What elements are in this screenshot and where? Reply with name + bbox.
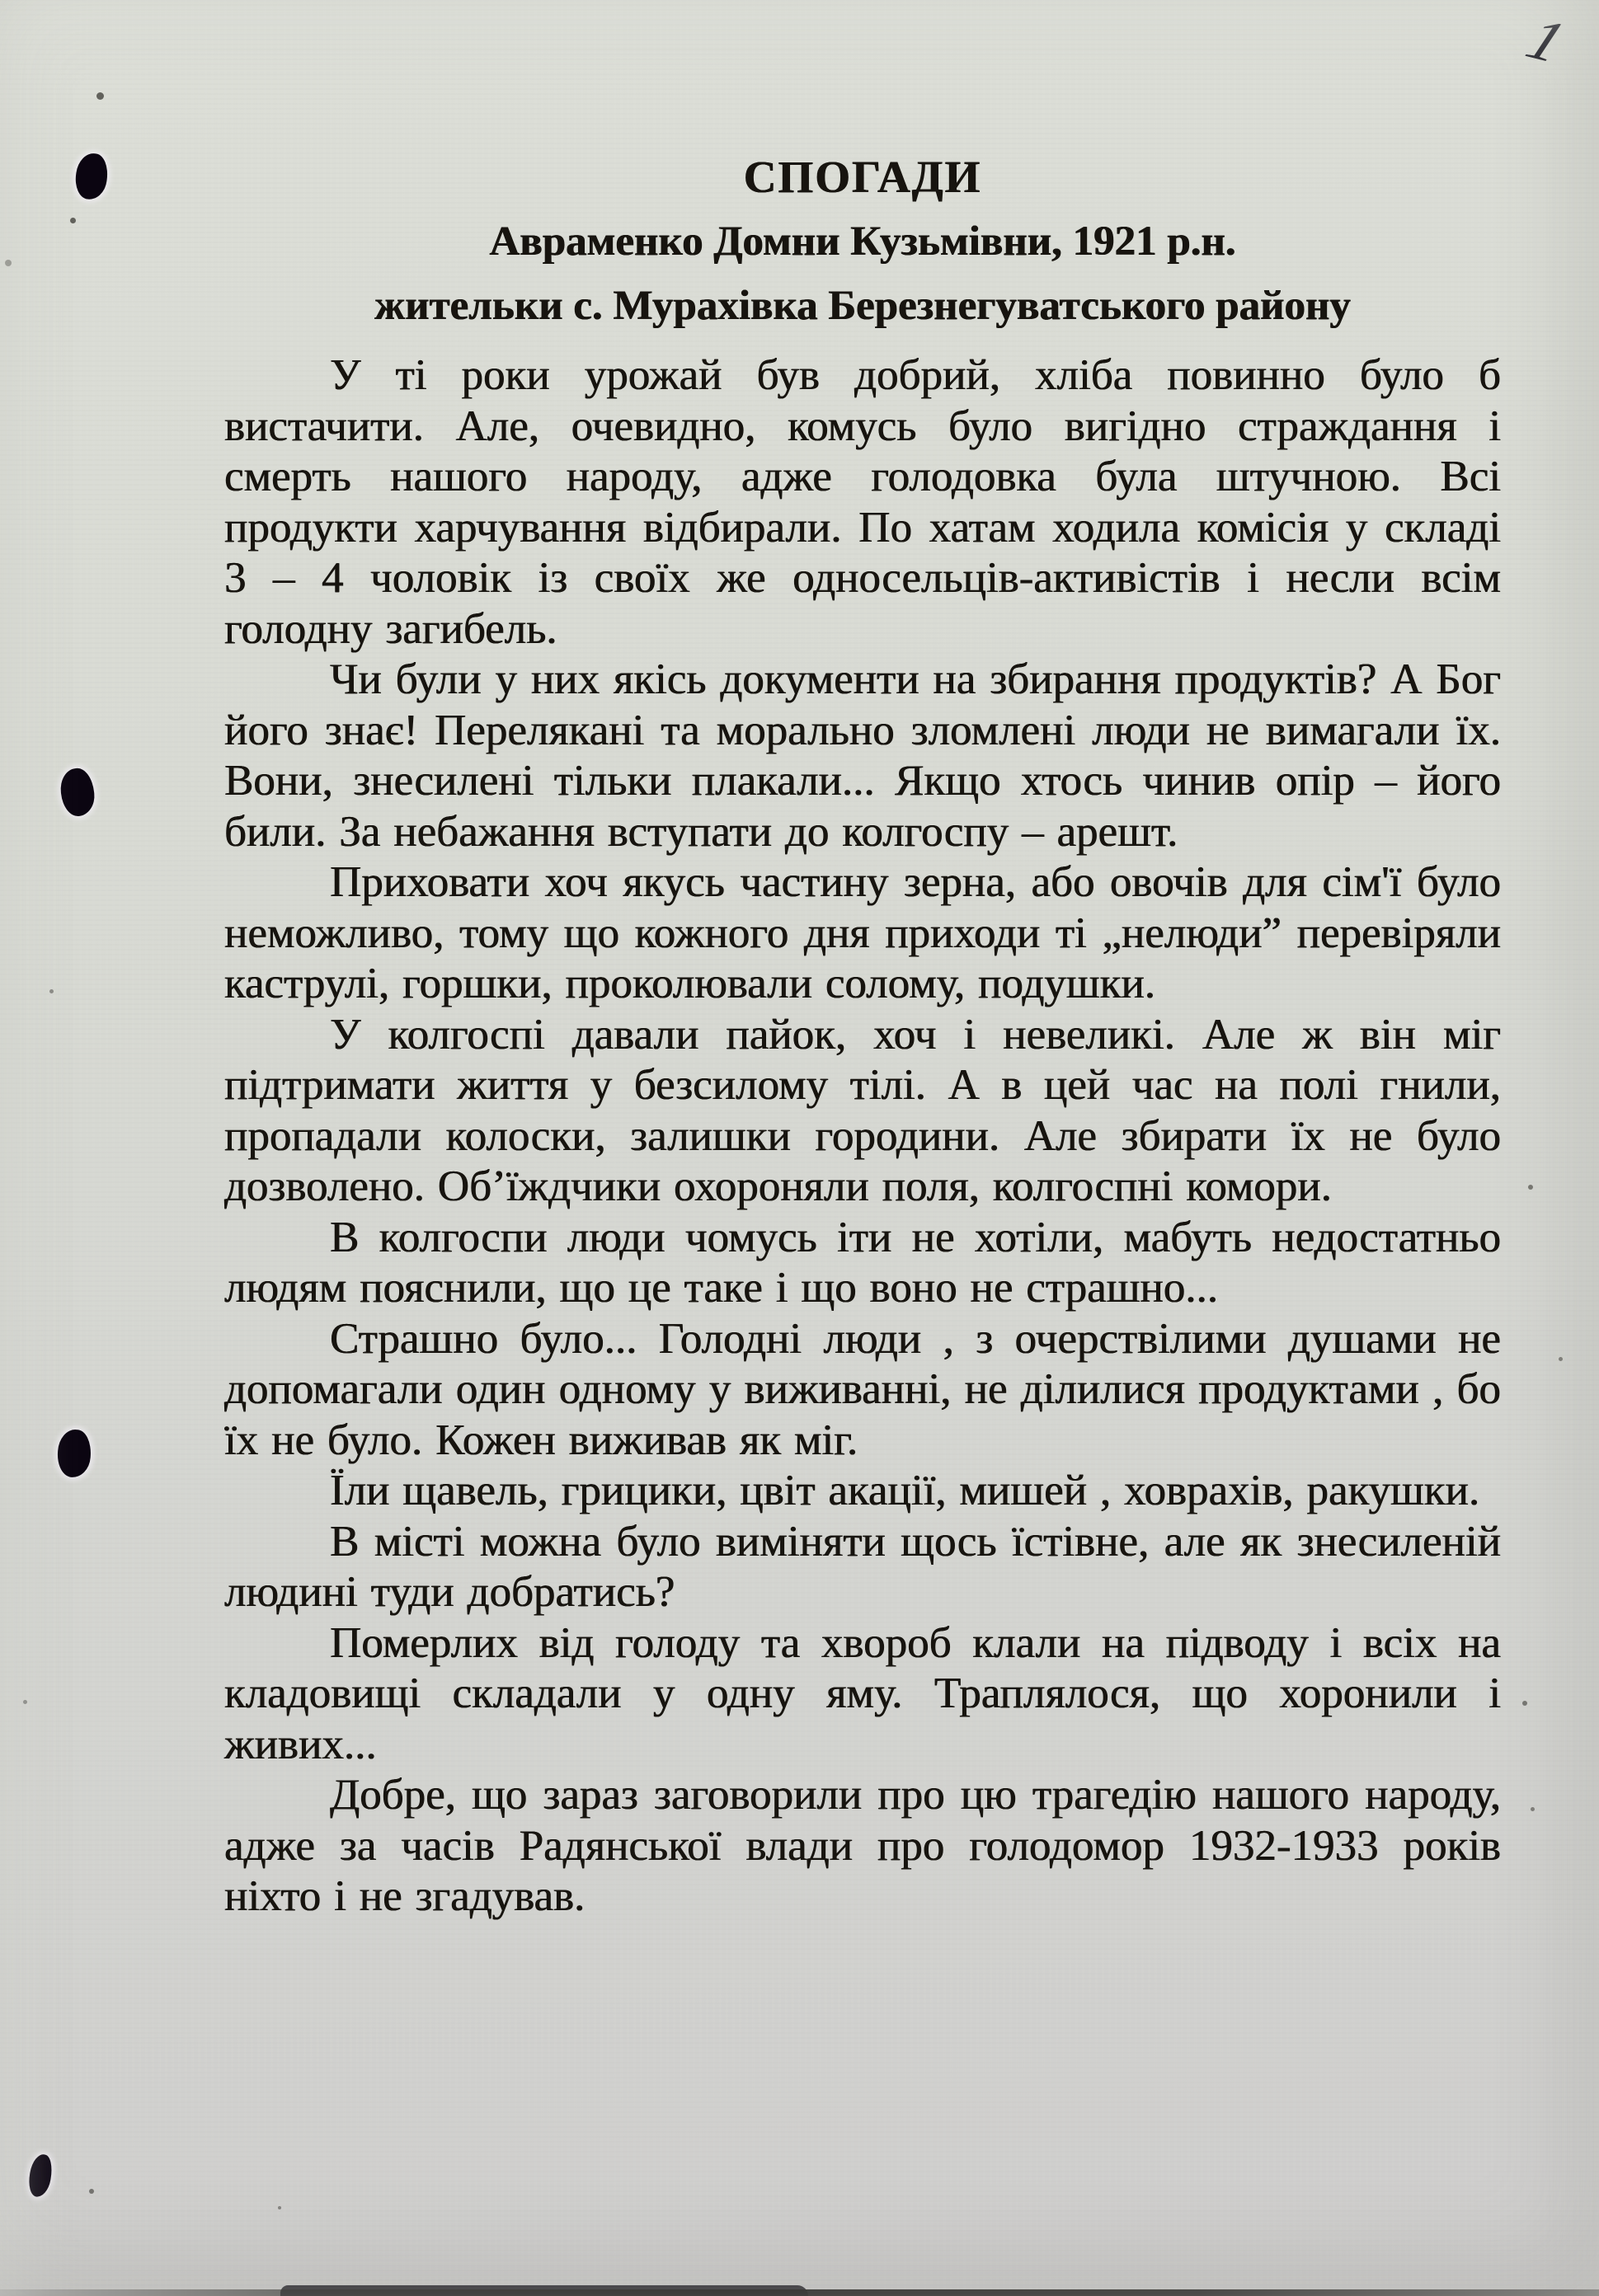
handwritten-page-number: 1 [1517, 6, 1574, 75]
paragraph: Чи були у них якісь документи на збирання продуктів? А Бог його знає! Перелякані та морально зломлені люди не вимагали їх. Вони, знесилені тільки плакали... Якщо хтось чинив опір – його били. За небажання вступати до колгоспу – арешт. [224, 655, 1501, 856]
paragraph: В колгоспи люди чомусь іти не хотіли, мабуть недостатньо людям пояснили, що це таке і що воно не страшно... [224, 1213, 1501, 1312]
scan-speck [89, 2189, 94, 2194]
paragraph: У колгоспі давали пайок, хоч і невеликі. Але ж він міг підтримати життя у безсилому тілі. А в цей час на полі гнили, пропадали колоски, залишки городини. Але збирати їх не було дозволено. Об’їждчики охороняли поля, колгоспні комори. [224, 1010, 1501, 1210]
paragraph: У ті роки урожай був добрий, хліба повинно було б вистачити. Але, очевидно, комусь було вигідно страждання і смерть нашого народу, адже голодовка була штучною. Всі продукти харчування відбирали. По хатам ходила комісія у складі 3 – 4 чоловік із своїх же односельців-активістів і несли всім голодну загибель. [224, 351, 1501, 653]
scan-speck [1522, 1701, 1527, 1706]
paragraph: Їли щавель, грицики, цвіт акації, мишей , ховрахів, ракушки. [330, 1467, 1480, 1514]
paragraph: Померлих від голоду та хвороб клали на підводу і всіх на кладовищі складали у одну яму. Траплялося, що хоронили і живих... [224, 1618, 1501, 1768]
paragraph: Добре, що зараз заговорили про цю трагедію нашого народу, адже за часів Радянської влади про голодомор 1932-1933 років ніхто і не згадував. [224, 1771, 1501, 1920]
document-header [224, 145, 1501, 338]
scan-speck [70, 218, 76, 223]
paragraph: В місті можна було виміняти щось їстівне, але як знесиленій людині туди добратись? [224, 1517, 1501, 1616]
scan-speck [1559, 1357, 1563, 1361]
document-title: СПОГАДИ [743, 152, 982, 202]
scan-speck [96, 92, 104, 100]
ink-blot [56, 1429, 92, 1479]
scan-edge-artifact [0, 2289, 1599, 2296]
document-byline: Авраменко Домни Кузьмівни, 1921 р.н. [489, 218, 1236, 265]
hole-punch-mark [26, 2153, 55, 2199]
document-body [224, 350, 1501, 1923]
ink-blot [59, 767, 96, 818]
scan-speck [278, 2206, 281, 2209]
document-residence-line: жительки с. Мурахівка Березнегуватського району [374, 283, 1351, 329]
paragraph: Приховати хоч якусь частину зерна, або овочів для сім'ї було неможливо, тому що кожного дня приходи ті „нелюди” перевіряли каструлі, горшки, проколювали солому, подушки. [224, 858, 1501, 1007]
scan-speck [49, 989, 54, 993]
scan-speck [1528, 1185, 1533, 1190]
text-column [224, 0, 1501, 1923]
ink-blot [73, 152, 110, 202]
scan-speck [23, 1700, 27, 1704]
paragraph: Страшно було... Голодні люди , з очерствілими душами не допомагали один одному у виживанні, не ділилися продуктами , бо їх не було. Кожен виживав як міг. [224, 1314, 1501, 1464]
scan-speck [1531, 1807, 1535, 1811]
scan-speck [5, 260, 12, 266]
